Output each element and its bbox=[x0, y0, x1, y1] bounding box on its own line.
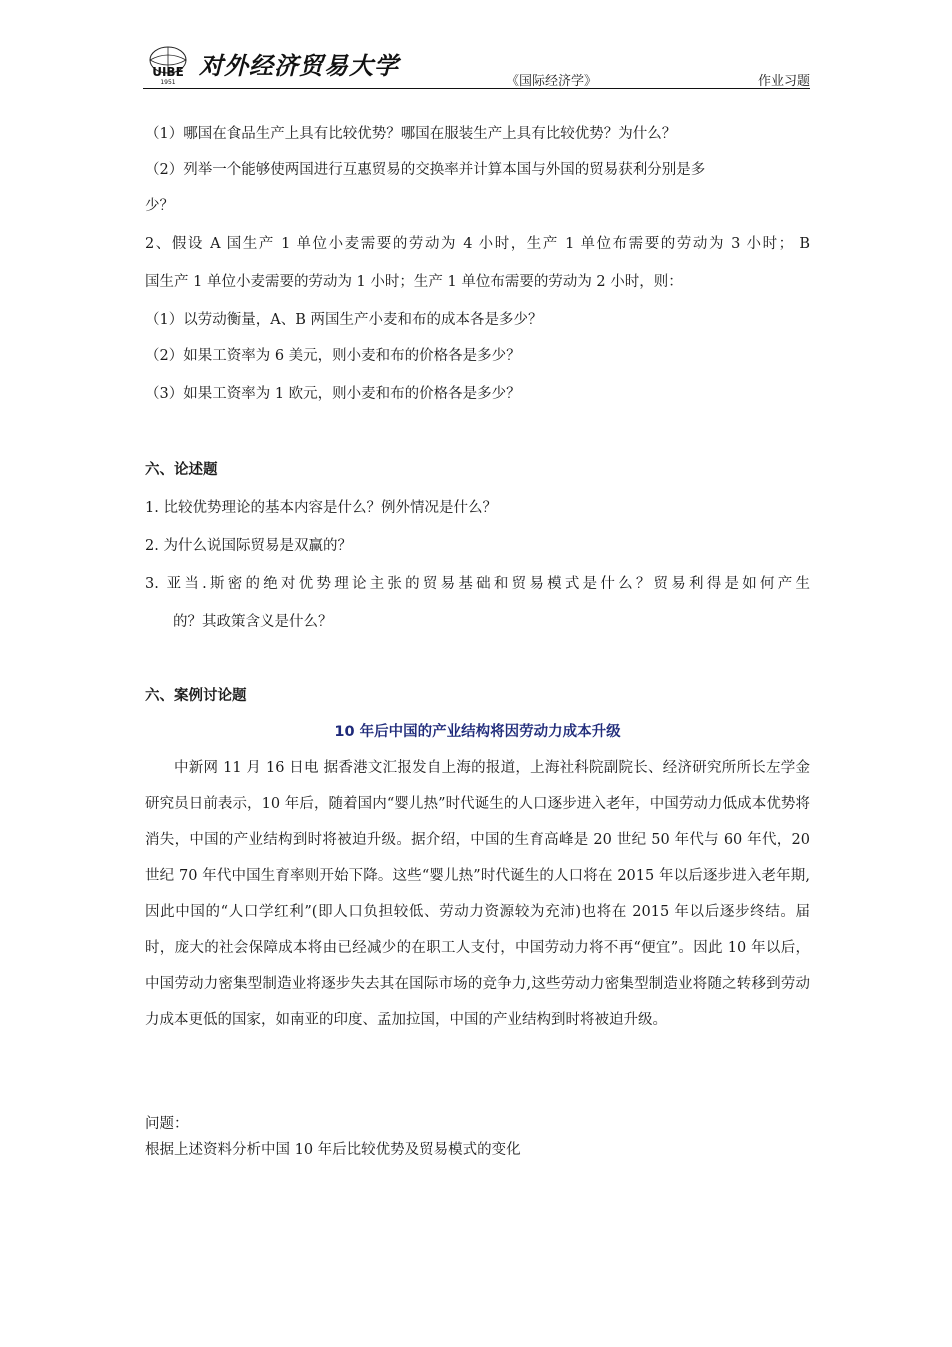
exercise-line: 2、假设 A 国生产 1 单位小麦需要的劳动为 4 小时，生产 1 单位布需要的劳动为 3 小时； B bbox=[145, 236, 810, 252]
section-heading-essay: 六、论述题 bbox=[145, 462, 218, 478]
exercise-line: （2）如果工资率为 6 美元，则小麦和布的价格各是多少？ bbox=[145, 348, 521, 364]
case-article-paragraph: 中新网 11 月 16 日电 据香港文汇报发自上海的报道，上海社科院副院长、经济研究所所长左学金研究员日前表示，10 年后，随着国内“婴儿热”时代诞生的人口逐步进入老年，中国劳动力低成本优势将消失，中国的产业结构到时将被迫升级。据介绍，中国的生育高峰是 20 世纪 50 年代与 60 年代，20 世纪 70 年代中国生育率则开始下降。这些“婴儿热”时代诞生的人口将在 2015 年以后逐步进入老年期,因此中国的“人口学红利”(即人口负担较低、劳动力资源较为充沛)也将在 2015 年以后逐步终结。届时，庞大的社会保障成本将由已经减少的在职工人支付，中国劳动力将不再“便宜”。因此 10 年以后，中国劳动力密集型制造业将逐步失去其在国际市场的竞争力,这些劳动力密集型制造业将随之转移到劳动力成本更低的国家，如南亚的印度、孟加拉国，中国的产业结构到时将被迫升级。 bbox=[145, 760, 810, 1028]
exercise-line: （1）以劳动衡量，A、B 两国生产小麦和布的成本各是多少？ bbox=[145, 312, 543, 328]
university-logo bbox=[143, 42, 193, 86]
university-name: 对外经济贸易大学 bbox=[199, 51, 399, 80]
header-divider bbox=[143, 88, 810, 89]
essay-item: 2. 为什么说国际贸易是双赢的？ bbox=[145, 538, 352, 554]
svg-text:1951: 1951 bbox=[160, 79, 176, 86]
exercise-line: 少？ bbox=[145, 198, 174, 214]
question-label: 问题： bbox=[145, 1116, 189, 1132]
question-text: 根据上述资料分析中国 10 年后比较优势及贸易模式的变化 bbox=[145, 1142, 521, 1158]
page-header bbox=[143, 40, 810, 90]
exercise-line: （3）如果工资率为 1 欧元，则小麦和布的价格各是多少？ bbox=[145, 386, 521, 402]
essay-item: 1. 比较优势理论的基本内容是什么？例外情况是什么？ bbox=[145, 500, 497, 516]
header-label: 作业习题 bbox=[757, 74, 810, 89]
section-heading-case: 六、案例讨论题 bbox=[145, 688, 247, 704]
essay-item-continued: 的？其政策含义是什么？ bbox=[173, 614, 333, 630]
exercise-line: 国生产 1 单位小麦需要的劳动为 1 小时；生产 1 单位布需要的劳动为 2 小时，则： bbox=[145, 274, 683, 290]
svg-text:UIBE: UIBE bbox=[152, 65, 184, 79]
course-title: 《国际经济学》 bbox=[506, 74, 598, 89]
essay-item: 3. 亚当.斯密的绝对优势理论主张的贸易基础和贸易模式是什么？贸易利得是如何产生 bbox=[145, 576, 810, 592]
exercise-line: （1）哪国在食品生产上具有比较优势？哪国在服装生产上具有比较优势？为什么？ bbox=[145, 126, 677, 142]
exercise-line: （2）列举一个能够使两国进行互惠贸易的交换率并计算本国与外国的贸易获利分别是多 bbox=[145, 162, 706, 178]
case-article-title: 10 年后中国的产业结构将因劳动力成本升级 bbox=[334, 724, 621, 740]
